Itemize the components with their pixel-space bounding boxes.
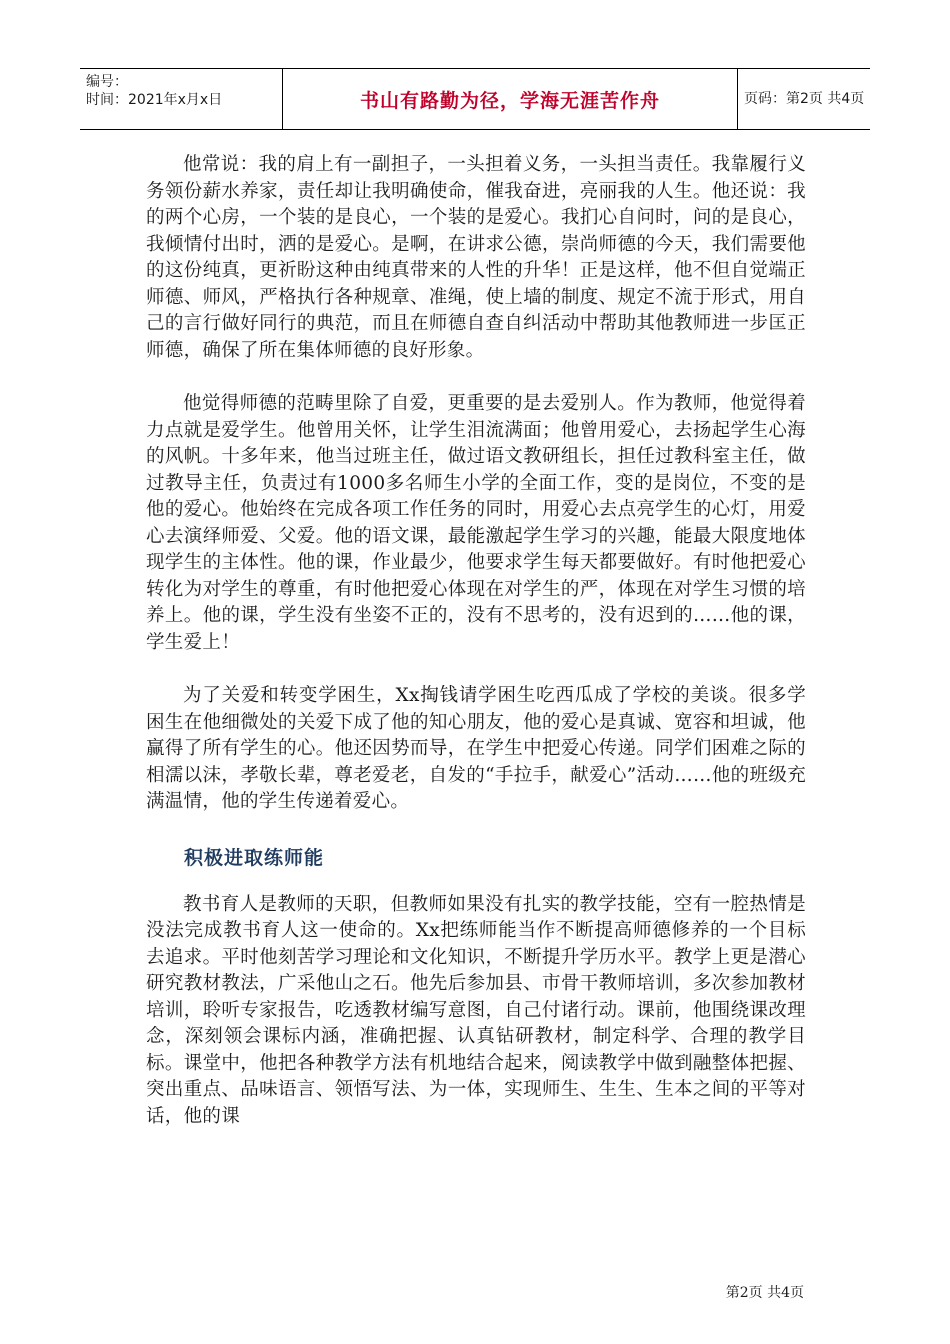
body-paragraph-2: 他觉得师德的范畴里除了自爱，更重要的是去爱别人。作为教师，他觉得着力点就是爱学生。他曾用关怀，让学生泪流满面；他曾用爱心，去扬起学生心海的风帆。十多年来，他当过班主任，做过语文教研组长，担任过教科室主任，做过教导主任，负责过有1000多名师生小学的全面工作，变的是岗位，不变的是他的爱心。他始终在完成各项工作任务的同时，用爱心去点亮学生的心灯，用爱心去演绎师爱、父爱。他的语文课，最能激起学生学习的兴趣，能最大限度地体现学生的主体性。他的课，作业最少，他要求学生每天都要做好。有时他把爱心转化为对学生的尊重，有时他把爱心体现在对学生的严，体现在对学生习惯的培养上。他的课，学生没有坐姿不正的，没有不思考的，没有迟到的……他的课，学生爱上！ [146,393,806,653]
document-body [146,152,806,1157]
document-number-label: 编号： [86,74,128,90]
section-heading: 积极进取练师能 [184,846,325,869]
section-paragraph: 教书育人是教师的天职，但教师如果没有扎实的教学技能，空有一腔热情是没法完成教书育人这一使命的。Xx把练师能当作不断提高师德修养的一个目标去追求。平时他刻苦学习理论和文化知识，不断提升学历水平。教学上更是潜心研究教材教法，广采他山之石。他先后参加县、市骨干教师培训，多次参加教材培训，聆听专家报告，吃透教材编写意图，自己付诸行动。课前，他围绕课改理念，深刻领会课标内涵，准确把握、认真钻研教材，制定科学、合理的教学目标。课堂中，他把各种教学方法有机地结合起来，阅读教学中做到融整体把握、突出重点、品味语言、领悟写法、为一体，实现师生、生生、生本之间的平等对话，他的课 [146,893,806,1127]
header-page-number: 页码：第2页 共4页 [744,91,865,107]
header-motto: 书山有路勤为径，学海无涯苦作舟 [282,69,738,129]
header-meta [86,73,282,109]
page-header [80,68,870,130]
body-paragraph-3: 为了关爱和转变学困生，Xx掏钱请学困生吃西瓜成了学校的美谈。很多学困生在他细微处的关爱下成了他的知心朋友，他的爱心是真诚、宽容和坦诚，他赢得了所有学生的心。他还因势而导，在学生中把爱心传递。同学们困难之际的相濡以沫，孝敬长辈，尊老爱老，自发的“手拉手，献爱心”活动……他的班级充满温情，他的学生传递着爱心。 [146,685,806,812]
document-date-label: 时间：2021年x月x日 [86,92,223,108]
page-footer-number: 第2页 共4页 [725,1285,804,1301]
body-paragraph-1: 他常说：我的肩上有一副担子，一头担着义务，一头担当责任。我靠履行义务领份薪水养家，责任却让我明确使命，催我奋进，亮丽我的人生。他还说：我的两个心房，一个装的是良心，一个装的是爱心。我扪心自问时，问的是良心，我倾情付出时，洒的是爱心。是啊，在讲求公德，崇尚师德的今天，我们需要他的这份纯真，更祈盼这种由纯真带来的人性的升华！正是这样，他不但自觉端正师德、师风，严格执行各种规章、准绳，使上墙的制度、规定不流于形式，用自己的言行做好同行的典范，而且在师德自查自纠活动中帮助其他教师进一步匡正师德，确保了所在集体师德的良好形象。 [146,154,806,361]
